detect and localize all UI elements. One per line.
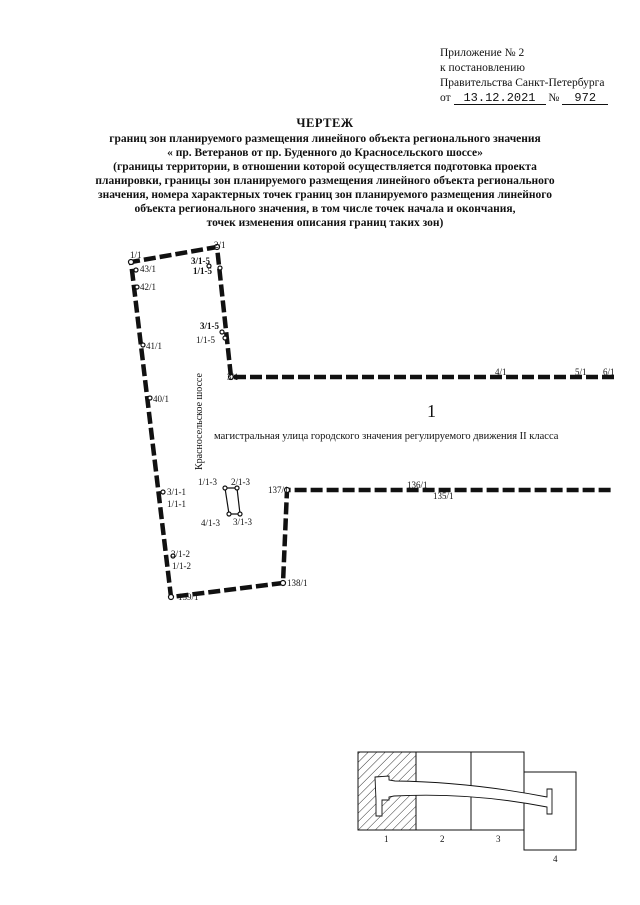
title-line-4: планировки, границы зон планируемого размещения линейного объекта регионального	[95, 175, 555, 187]
title-line-3: (границы территории, в отношении которой осуществляется подготовка проекта	[113, 161, 537, 173]
point-label: 2/1-3	[231, 477, 250, 487]
point-marker	[134, 268, 138, 272]
resolution-number: 972	[562, 92, 608, 105]
point-label: 135/1	[433, 491, 454, 501]
street-caption: магистральная улица городского значения регулируемого движения II класса	[214, 431, 559, 442]
point-label: 138/1	[287, 578, 308, 588]
point-marker	[218, 266, 222, 270]
key-sheet-label: 4	[553, 854, 558, 864]
appendix-line-3: Правительства Санкт-Петербурга	[440, 77, 605, 89]
key-sheet-label: 1	[384, 834, 389, 844]
point-label: 40/1	[153, 394, 170, 404]
point-marker	[227, 512, 231, 516]
resolution-date: 13.12.2021	[454, 92, 546, 105]
key-sheet-label: 3	[496, 834, 501, 844]
point-label: 3/1-2	[171, 549, 190, 559]
point-marker	[223, 486, 227, 490]
point-marker	[135, 285, 139, 289]
appendix-line-2: к постановлению	[440, 62, 525, 74]
point-label: 4/1-3	[201, 518, 220, 528]
sheet-key-map	[358, 752, 576, 864]
road-name: Красносельское шоссе	[194, 373, 205, 470]
title-line-7: точек изменения описания границ таких зон)	[206, 217, 444, 229]
point-label: 1/1-1	[167, 499, 186, 509]
point-label: 137/1	[268, 485, 289, 495]
point-label: 5/1	[575, 367, 587, 377]
point-marker	[141, 343, 145, 347]
point-label: 1/1	[130, 250, 142, 260]
point-marker	[220, 330, 224, 334]
point-label: 139/1	[178, 592, 199, 602]
point-label: 1/1-5	[193, 266, 212, 276]
point-marker	[169, 595, 174, 600]
point-label: 42/1	[140, 282, 157, 292]
point-marker	[223, 336, 227, 340]
title-line-6: объекта регионального значения, в том числе точек начала и окончания,	[134, 203, 516, 215]
point-marker	[129, 260, 134, 265]
title-line-2: « пр. Ветеранов от пр. Буденного до Красносельского шоссе»	[167, 147, 483, 159]
point-marker	[238, 512, 242, 516]
point-marker	[148, 396, 152, 400]
title-line-5: значения, номера характерных точек границ зон планируемого размещения линейного	[98, 189, 552, 201]
point-markers	[129, 245, 290, 600]
point-label: 1/1-5	[196, 335, 215, 345]
point-label: 1/1-3	[198, 477, 217, 487]
point-label: 3/1	[227, 372, 239, 382]
point-label: 136/1	[407, 480, 428, 490]
drawing-heading: ЧЕРТЕЖ	[296, 116, 354, 130]
point-marker	[281, 581, 286, 586]
inner-object-outline	[225, 488, 240, 514]
point-label: 41/1	[146, 341, 163, 351]
appendix-line-1: Приложение № 2	[440, 47, 525, 59]
point-label: 3/1-5	[191, 256, 210, 266]
date-prefix: от	[440, 92, 451, 104]
point-label: 3/1-5	[200, 321, 219, 331]
point-label: 3/1-3	[233, 517, 252, 527]
point-label: 43/1	[140, 264, 157, 274]
point-label: 3/1-1	[167, 487, 186, 497]
point-marker	[161, 490, 165, 494]
point-label: 6/1	[603, 367, 615, 377]
title-line-1: границ зон планируемого размещения линейного объекта регионального значения	[109, 133, 541, 145]
number-prefix: №	[548, 92, 560, 104]
point-label: 2/1	[214, 240, 226, 250]
point-label: 4/1	[495, 367, 507, 377]
key-sheet-label: 2	[440, 834, 445, 844]
zone-number: 1	[427, 401, 436, 421]
point-label: 1/1-2	[172, 561, 191, 571]
